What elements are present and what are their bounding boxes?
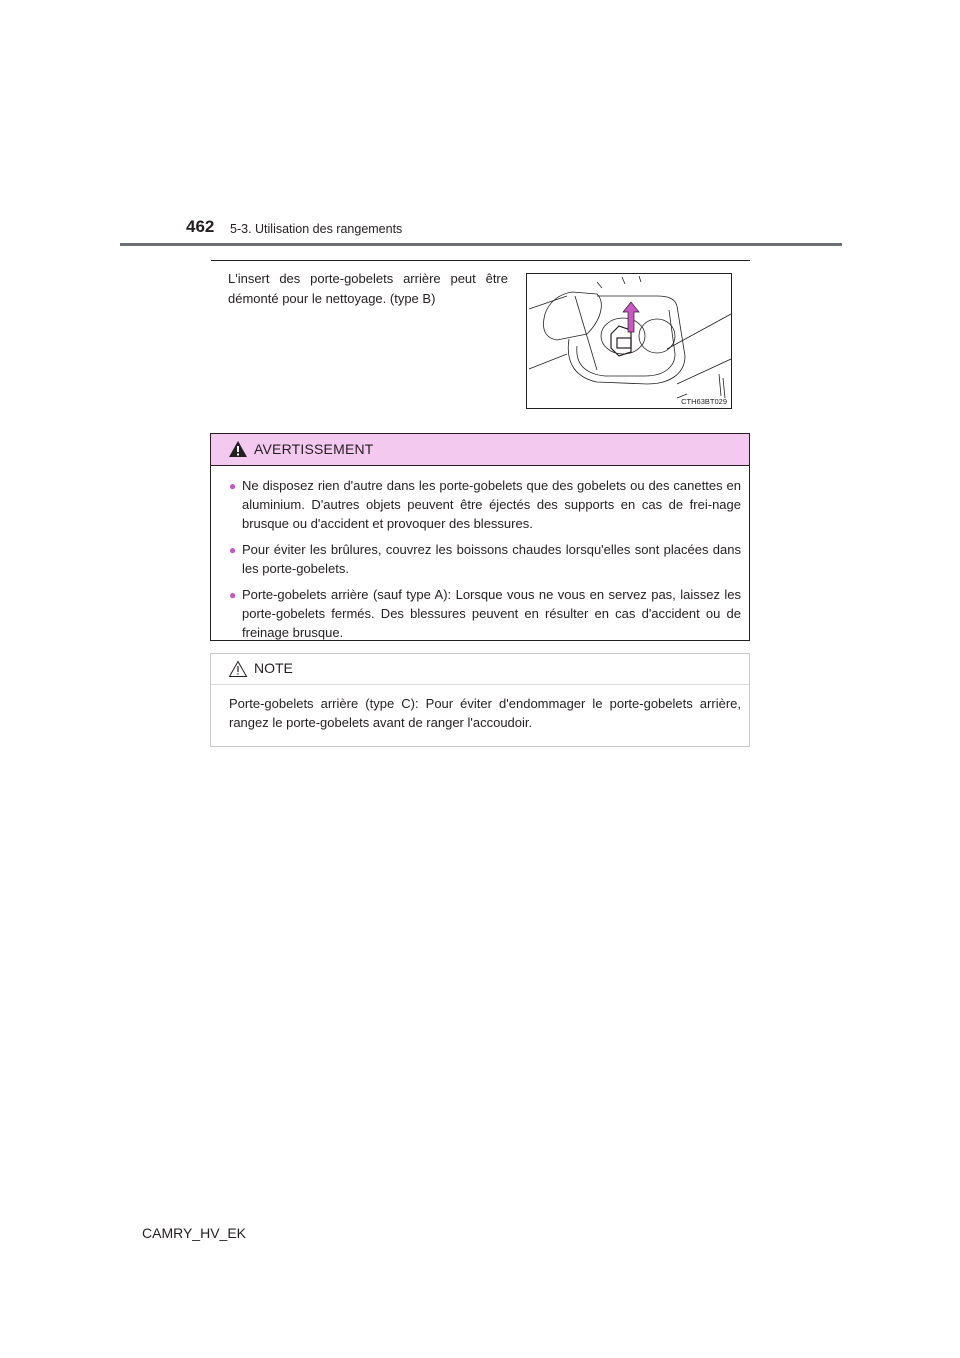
warning-header [211,434,749,466]
bullet-icon: ● [229,588,237,602]
caution-triangle-icon [228,660,248,678]
warning-item [229,585,741,642]
note-box [210,653,750,747]
warning-item-text: Porte-gobelets arrière (sauf type A): Lorsque vous ne vous en servez pas, laissez les porte-gobelets fermés. Des blessures peuvent en résulter en cas d'accident ou de freinage brusque. [242,587,741,640]
note-header [211,654,749,685]
header-rule [120,243,842,246]
figure-code: CTH63BT029 [681,397,727,406]
warning-box [210,433,750,641]
warning-item-text: Pour éviter les brûlures, couvrez les boissons chaudes lorsqu'elles sont placées dans les porte-gobelets. [242,542,741,576]
intro-paragraph: L'insert des porte-gobelets arrière peut être démonté pour le nettoyage. (type B) [228,271,508,306]
warning-item [229,540,741,578]
page-number: 462 [186,217,215,236]
bullet-icon: ● [229,479,237,493]
section-title: 5-3. Utilisation des rangements [230,222,403,236]
cup-holder-illustration [526,273,732,409]
section-divider [211,260,750,261]
armrest-drawing [527,274,731,408]
footer-code: CAMRY_HV_EK [142,1225,247,1241]
warning-triangle-icon [228,440,248,458]
up-arrow-icon [623,302,639,332]
warning-item [229,476,741,533]
note-text: Porte-gobelets arrière (type C): Pour éviter d'endommager le porte-gobelets arrière, rangez le porte-gobelets avant de ranger l'accoudoir. [229,696,741,730]
note-title: NOTE [254,660,293,676]
warning-body [211,466,749,642]
warning-item-text: Ne disposez rien d'autre dans les porte-gobelets que des gobelets ou des canettes en aluminium. D'autres objets peuvent être éjectés des supports en cas de frei-nage brusque ou d'accident et provoquer des blessures. [242,478,741,531]
bullet-icon: ● [229,543,237,557]
warning-title: AVERTISSEMENT [254,441,374,457]
